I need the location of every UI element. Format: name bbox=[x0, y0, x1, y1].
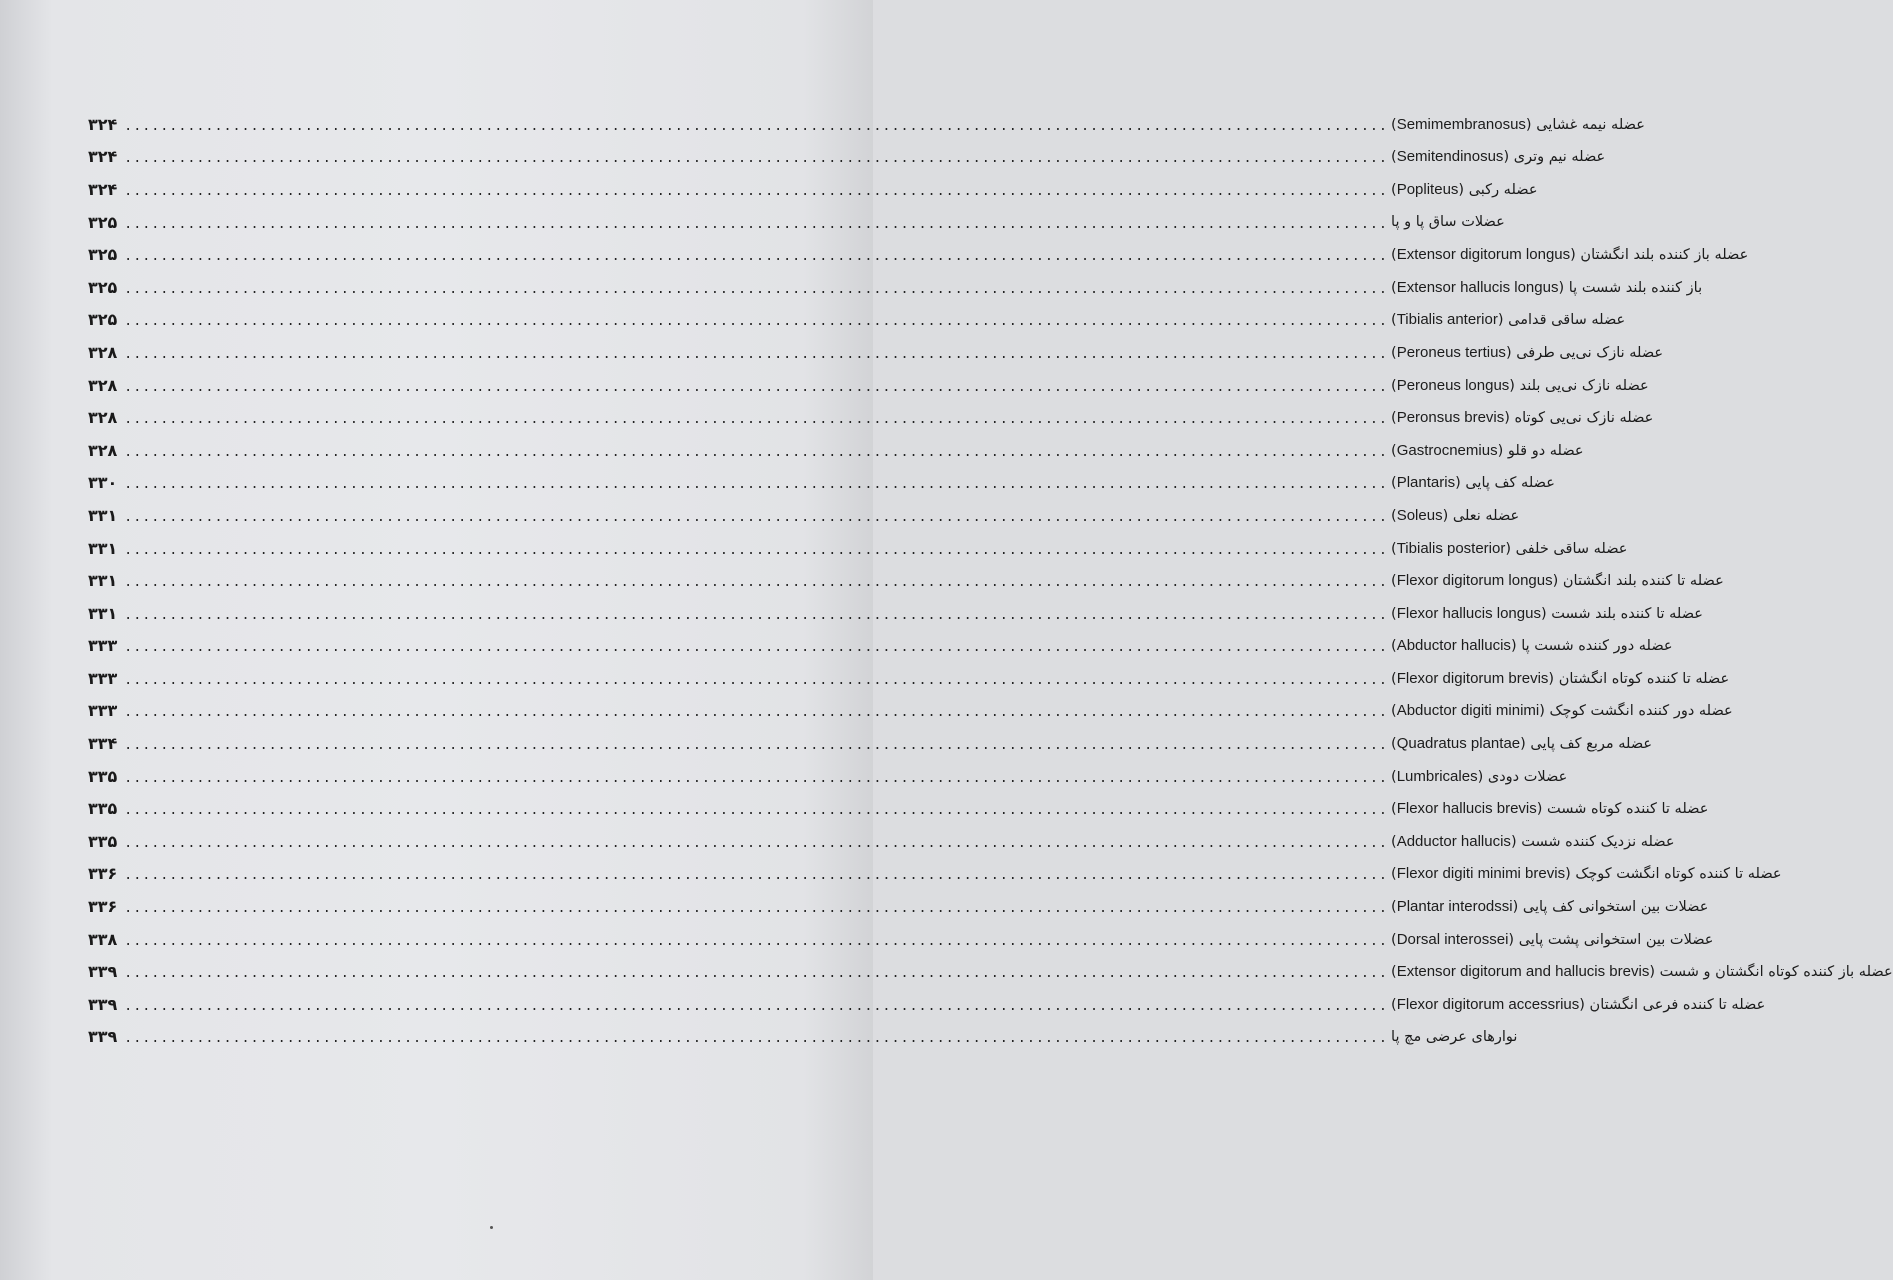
latin-title: Peroneus tertius bbox=[1396, 343, 1506, 361]
entry-title: عضله تا کننده کوتاه انگشتان (Flexor digitorum brevis) bbox=[1391, 669, 1730, 687]
dot-leader: ............................................................................................................................................ bbox=[124, 901, 1389, 917]
page-number: ۳۲۵ bbox=[88, 277, 118, 297]
latin-title: Abductor hallucis bbox=[1396, 637, 1511, 655]
persian-title: عضلات بین استخوانی پشت پایی bbox=[1518, 931, 1714, 948]
toc-entry bbox=[88, 467, 1555, 500]
toc-entry bbox=[88, 988, 1766, 1021]
dot-leader: ............................................................................................................................................ bbox=[124, 803, 1389, 819]
latin-title: Flexor hallucis longus bbox=[1396, 604, 1541, 622]
persian-title: عضله دو قلو bbox=[1507, 442, 1584, 459]
entry-title: عضله نازک نی‌یی بلند (Peroneus longus) bbox=[1391, 376, 1649, 394]
dot-leader: ............................................................................................................................................ bbox=[124, 770, 1389, 786]
entry-title: عضلات بین استخوانی پشت پایی (Dorsal interossei) bbox=[1391, 930, 1714, 948]
entry-title: عضله رکبی (Popliteus) bbox=[1391, 180, 1538, 198]
dot-leader: ............................................................................................................................................ bbox=[124, 216, 1389, 232]
entry-title: عضله نیم وتری (Semitendinosus) bbox=[1391, 148, 1606, 166]
latin-title: Extensor digitorum and hallucis brevis bbox=[1396, 963, 1650, 981]
latin-title: Gastrocnemius bbox=[1396, 441, 1498, 459]
page-number: ۳۳۹ bbox=[88, 1027, 118, 1047]
latin-title: Flexor digitorum brevis bbox=[1396, 669, 1549, 687]
latin-title: Plantar interodssi bbox=[1396, 898, 1513, 916]
toc-entry bbox=[88, 695, 1733, 728]
toc-entry bbox=[88, 955, 1893, 988]
entry-title: عضله باز کننده کوتاه انگشتان و شست (Extensor digitorum and hallucis brevis) bbox=[1391, 963, 1893, 981]
latin-title: Plantaris bbox=[1396, 474, 1456, 492]
persian-title: باز کننده بلند شست پا bbox=[1568, 279, 1703, 296]
page-number: ۳۳۵ bbox=[88, 799, 118, 819]
entry-title: عضله ساقی خلفی (Tibialis posterior) bbox=[1391, 539, 1628, 557]
persian-title: عضله مربع کف پایی bbox=[1530, 736, 1653, 753]
toc-entry bbox=[88, 369, 1649, 402]
latin-title: Flexor hallucis brevis bbox=[1396, 800, 1537, 818]
toc-entry bbox=[88, 401, 1654, 434]
dot-leader: ............................................................................................................................................ bbox=[124, 509, 1389, 525]
toc-entry bbox=[88, 597, 1703, 630]
toc-entry bbox=[88, 206, 1505, 239]
page-number: ۳۳۱ bbox=[88, 603, 118, 623]
page-number: ۳۲۵ bbox=[88, 212, 118, 232]
entry-title: عضله تا کننده کوتاه انگشت کوچک (Flexor digiti minimi brevis) bbox=[1391, 865, 1782, 883]
entry-title: عضله تا کننده بلند شست (Flexor hallucis longus) bbox=[1391, 604, 1703, 622]
entry-title: عضله دور کننده انگشت کوچک (Abductor digiti minimi) bbox=[1391, 702, 1733, 720]
dot-leader: ............................................................................................................................................ bbox=[124, 966, 1389, 982]
page-number: ۳۳۱ bbox=[88, 571, 118, 591]
entry-title bbox=[1391, 1029, 1517, 1045]
entry-title: عضله نیمه غشایی (Semimembranosus) bbox=[1391, 115, 1645, 133]
persian-title: عضله تا کننده فرعی انگشتان bbox=[1589, 996, 1766, 1013]
page-number: ۳۲۴ bbox=[88, 147, 118, 167]
latin-title: Dorsal interossei bbox=[1396, 930, 1509, 948]
page-number: ۳۳۸ bbox=[88, 929, 118, 949]
latin-title: Abductor digiti minimi bbox=[1396, 702, 1540, 720]
dot-leader: ............................................................................................................................................ bbox=[124, 1031, 1389, 1047]
entry-title: عضله تا کننده بلند انگشتان (Flexor digitorum longus) bbox=[1391, 572, 1724, 590]
persian-title: عضله تا کننده بلند انگشتان bbox=[1562, 573, 1724, 590]
page-number: ۳۳۰ bbox=[88, 473, 118, 493]
persian-title: عضله باز کننده کوتاه انگشتان و شست bbox=[1659, 964, 1893, 981]
toc-entry bbox=[88, 662, 1730, 695]
toc-entry bbox=[88, 1021, 1518, 1054]
toc-entry bbox=[88, 760, 1568, 793]
persian-title: عضله تا کننده کوتاه شست bbox=[1547, 801, 1709, 818]
entry-title bbox=[1391, 214, 1505, 230]
dot-leader: ............................................................................................................................................ bbox=[124, 738, 1389, 754]
dot-leader: ............................................................................................................................................ bbox=[124, 183, 1389, 199]
toc-entry bbox=[88, 434, 1584, 467]
toc-entry bbox=[88, 336, 1664, 369]
toc-entry bbox=[88, 271, 1703, 304]
latin-title: Peronsus brevis bbox=[1396, 409, 1505, 427]
latin-title: Flexor digitorum accessrius bbox=[1396, 995, 1580, 1013]
entry-title: عضله نازک نی‌یی کوتاه (Peronsus brevis) bbox=[1391, 409, 1654, 427]
toc-entry bbox=[88, 108, 1645, 141]
dot-leader: ............................................................................................................................................ bbox=[124, 151, 1389, 167]
page-number: ۳۲۸ bbox=[88, 375, 118, 395]
latin-title: Extensor digitorum longus bbox=[1396, 246, 1571, 264]
page-number: ۳۲۴ bbox=[88, 114, 118, 134]
latin-title: Adductor hallucis bbox=[1396, 832, 1511, 850]
table-of-contents bbox=[88, 108, 1893, 1053]
page-number: ۳۲۸ bbox=[88, 342, 118, 362]
latin-title: Quadratus plantae bbox=[1396, 735, 1521, 753]
page-number: ۳۳۵ bbox=[88, 766, 118, 786]
toc-entry bbox=[88, 825, 1675, 858]
persian-title: عضلات بین استخوانی کف پایی bbox=[1522, 899, 1709, 916]
page-number: ۳۳۵ bbox=[88, 831, 118, 851]
latin-title: Tibialis posterior bbox=[1396, 539, 1506, 557]
latin-title: Peroneus longus bbox=[1396, 376, 1510, 394]
dot-leader: ............................................................................................................................................ bbox=[124, 346, 1389, 362]
dot-leader: ............................................................................................................................................ bbox=[124, 412, 1389, 428]
persian-title: عضله تا کننده کوتاه انگشتان bbox=[1558, 670, 1730, 687]
page-speck bbox=[490, 1226, 493, 1229]
entry-title: عضله مربع کف پایی (Quadratus plantae) bbox=[1391, 735, 1653, 753]
dot-leader: ............................................................................................................................................ bbox=[124, 314, 1389, 330]
latin-title: Tibialis anterior bbox=[1396, 311, 1498, 329]
toc-entry bbox=[88, 923, 1714, 956]
entry-title: عضلات دودی (Lumbricales) bbox=[1391, 767, 1568, 785]
latin-title: Popliteus bbox=[1396, 180, 1459, 198]
persian-title: عضله نازک نی‌یی طرفی bbox=[1516, 344, 1664, 361]
toc-entry bbox=[88, 630, 1673, 663]
page-number: ۳۳۱ bbox=[88, 505, 118, 525]
persian-title: عضلات دودی bbox=[1487, 768, 1568, 785]
latin-title: Soleus bbox=[1396, 506, 1443, 524]
persian-title: عضله نزدیک کننده شست bbox=[1521, 833, 1675, 850]
toc-entry bbox=[88, 792, 1709, 825]
toc-entry bbox=[88, 890, 1709, 923]
persian-title: عضله دور کننده شست پا bbox=[1521, 638, 1673, 655]
dot-leader: ............................................................................................................................................ bbox=[124, 379, 1389, 395]
persian-title: عضله تا کننده کوتاه انگشت کوچک bbox=[1575, 866, 1782, 883]
persian-title: عضله نازک نی‌یی کوتاه bbox=[1514, 410, 1654, 427]
dot-leader: ............................................................................................................................................ bbox=[124, 998, 1389, 1014]
toc-entry bbox=[88, 499, 1520, 532]
latin-title: Extensor hallucis longus bbox=[1396, 278, 1559, 296]
latin-title: Lumbricales bbox=[1396, 767, 1478, 785]
latin-title: Semitendinosus bbox=[1396, 148, 1504, 166]
dot-leader: ............................................................................................................................................ bbox=[124, 477, 1389, 493]
persian-title: عضله ساقی خلفی bbox=[1515, 540, 1628, 557]
entry-title: عضله ساقی قدامی (Tibialis anterior) bbox=[1391, 311, 1626, 329]
entry-title: عضله نعلی (Soleus) bbox=[1391, 506, 1520, 524]
latin-title: Semimembranosus bbox=[1396, 115, 1526, 133]
dot-leader: ............................................................................................................................................ bbox=[124, 705, 1389, 721]
toc-entry bbox=[88, 141, 1606, 174]
latin-title: Flexor digiti minimi brevis bbox=[1396, 865, 1566, 883]
dot-leader: ............................................................................................................................................ bbox=[124, 933, 1389, 949]
persian-title: عضله باز کننده بلند انگشتان bbox=[1580, 247, 1749, 264]
dot-leader: ............................................................................................................................................ bbox=[124, 444, 1389, 460]
page-number: ۳۲۴ bbox=[88, 179, 118, 199]
persian-title: عضله نازک نی‌یی بلند bbox=[1519, 377, 1649, 394]
entry-title: عضله باز کننده بلند انگشتان (Extensor digitorum longus) bbox=[1391, 246, 1749, 264]
entry-title: عضله تا کننده کوتاه شست (Flexor hallucis brevis) bbox=[1391, 800, 1709, 818]
persian-title: عضله نیمه غشایی bbox=[1536, 116, 1645, 133]
dot-leader: ............................................................................................................................................ bbox=[124, 249, 1389, 265]
dot-leader: ............................................................................................................................................ bbox=[124, 281, 1389, 297]
page-number: ۳۳۶ bbox=[88, 864, 118, 884]
persian-title: عضله تا کننده بلند شست bbox=[1551, 605, 1703, 622]
entry-title: باز کننده بلند شست پا (Extensor hallucis longus) bbox=[1391, 278, 1703, 296]
entry-title: عضله دور کننده شست پا (Abductor hallucis) bbox=[1391, 637, 1673, 655]
persian-title: عضله کف پایی bbox=[1465, 475, 1555, 492]
persian-title: عضله دور کننده انگشت کوچک bbox=[1549, 703, 1733, 720]
page-number: ۳۲۵ bbox=[88, 245, 118, 265]
dot-leader: ............................................................................................................................................ bbox=[124, 575, 1389, 591]
page-number: ۳۲۸ bbox=[88, 408, 118, 428]
entry-title: عضله نزدیک کننده شست (Adductor hallucis) bbox=[1391, 832, 1675, 850]
page-number: ۳۳۹ bbox=[88, 962, 118, 982]
toc-entry bbox=[88, 727, 1653, 760]
page-number: ۳۳۳ bbox=[88, 636, 118, 656]
dot-leader: ............................................................................................................................................ bbox=[124, 640, 1389, 656]
page-number: ۳۳۱ bbox=[88, 538, 118, 558]
page-number: ۳۲۸ bbox=[88, 440, 118, 460]
page-number: ۳۳۳ bbox=[88, 701, 118, 721]
persian-title: عضله نیم وتری bbox=[1513, 149, 1606, 166]
page-number: ۳۳۳ bbox=[88, 668, 118, 688]
persian-title: عضله نعلی bbox=[1452, 507, 1520, 524]
toc-entry bbox=[88, 858, 1782, 891]
toc-entry bbox=[88, 304, 1626, 337]
page-number: ۳۲۵ bbox=[88, 310, 118, 330]
latin-title: Flexor digitorum longus bbox=[1396, 572, 1553, 590]
toc-entry bbox=[88, 564, 1724, 597]
persian-title: عضلات ساق پا و پا bbox=[1391, 214, 1505, 231]
dot-leader: ............................................................................................................................................ bbox=[124, 868, 1389, 884]
entry-title: عضلات بین استخوانی کف پایی (Plantar interodssi) bbox=[1391, 898, 1709, 916]
entry-title: عضله تا کننده فرعی انگشتان (Flexor digitorum accessrius) bbox=[1391, 995, 1766, 1013]
dot-leader: ............................................................................................................................................ bbox=[124, 542, 1389, 558]
toc-entry bbox=[88, 532, 1628, 565]
dot-leader: ............................................................................................................................................ bbox=[124, 672, 1389, 688]
page-number: ۳۳۶ bbox=[88, 897, 118, 917]
entry-title: عضله کف پایی (Plantaris) bbox=[1391, 474, 1555, 492]
dot-leader: ............................................................................................................................................ bbox=[124, 607, 1389, 623]
persian-title: نوارهای عرضی مچ پا bbox=[1391, 1028, 1518, 1045]
page-number: ۳۳۹ bbox=[88, 994, 118, 1014]
page-number: ۳۳۴ bbox=[88, 734, 118, 754]
entry-title: عضله دو قلو (Gastrocnemius) bbox=[1391, 441, 1584, 459]
persian-title: عضله رکبی bbox=[1468, 181, 1538, 198]
toc-entry bbox=[88, 238, 1749, 271]
dot-leader: ............................................................................................................................................ bbox=[124, 835, 1389, 851]
dot-leader: ............................................................................................................................................ bbox=[124, 118, 1389, 134]
toc-entry bbox=[88, 173, 1538, 206]
persian-title: عضله ساقی قدامی bbox=[1508, 312, 1626, 329]
entry-title: عضله نازک نی‌یی طرفی (Peroneus tertius) bbox=[1391, 343, 1664, 361]
